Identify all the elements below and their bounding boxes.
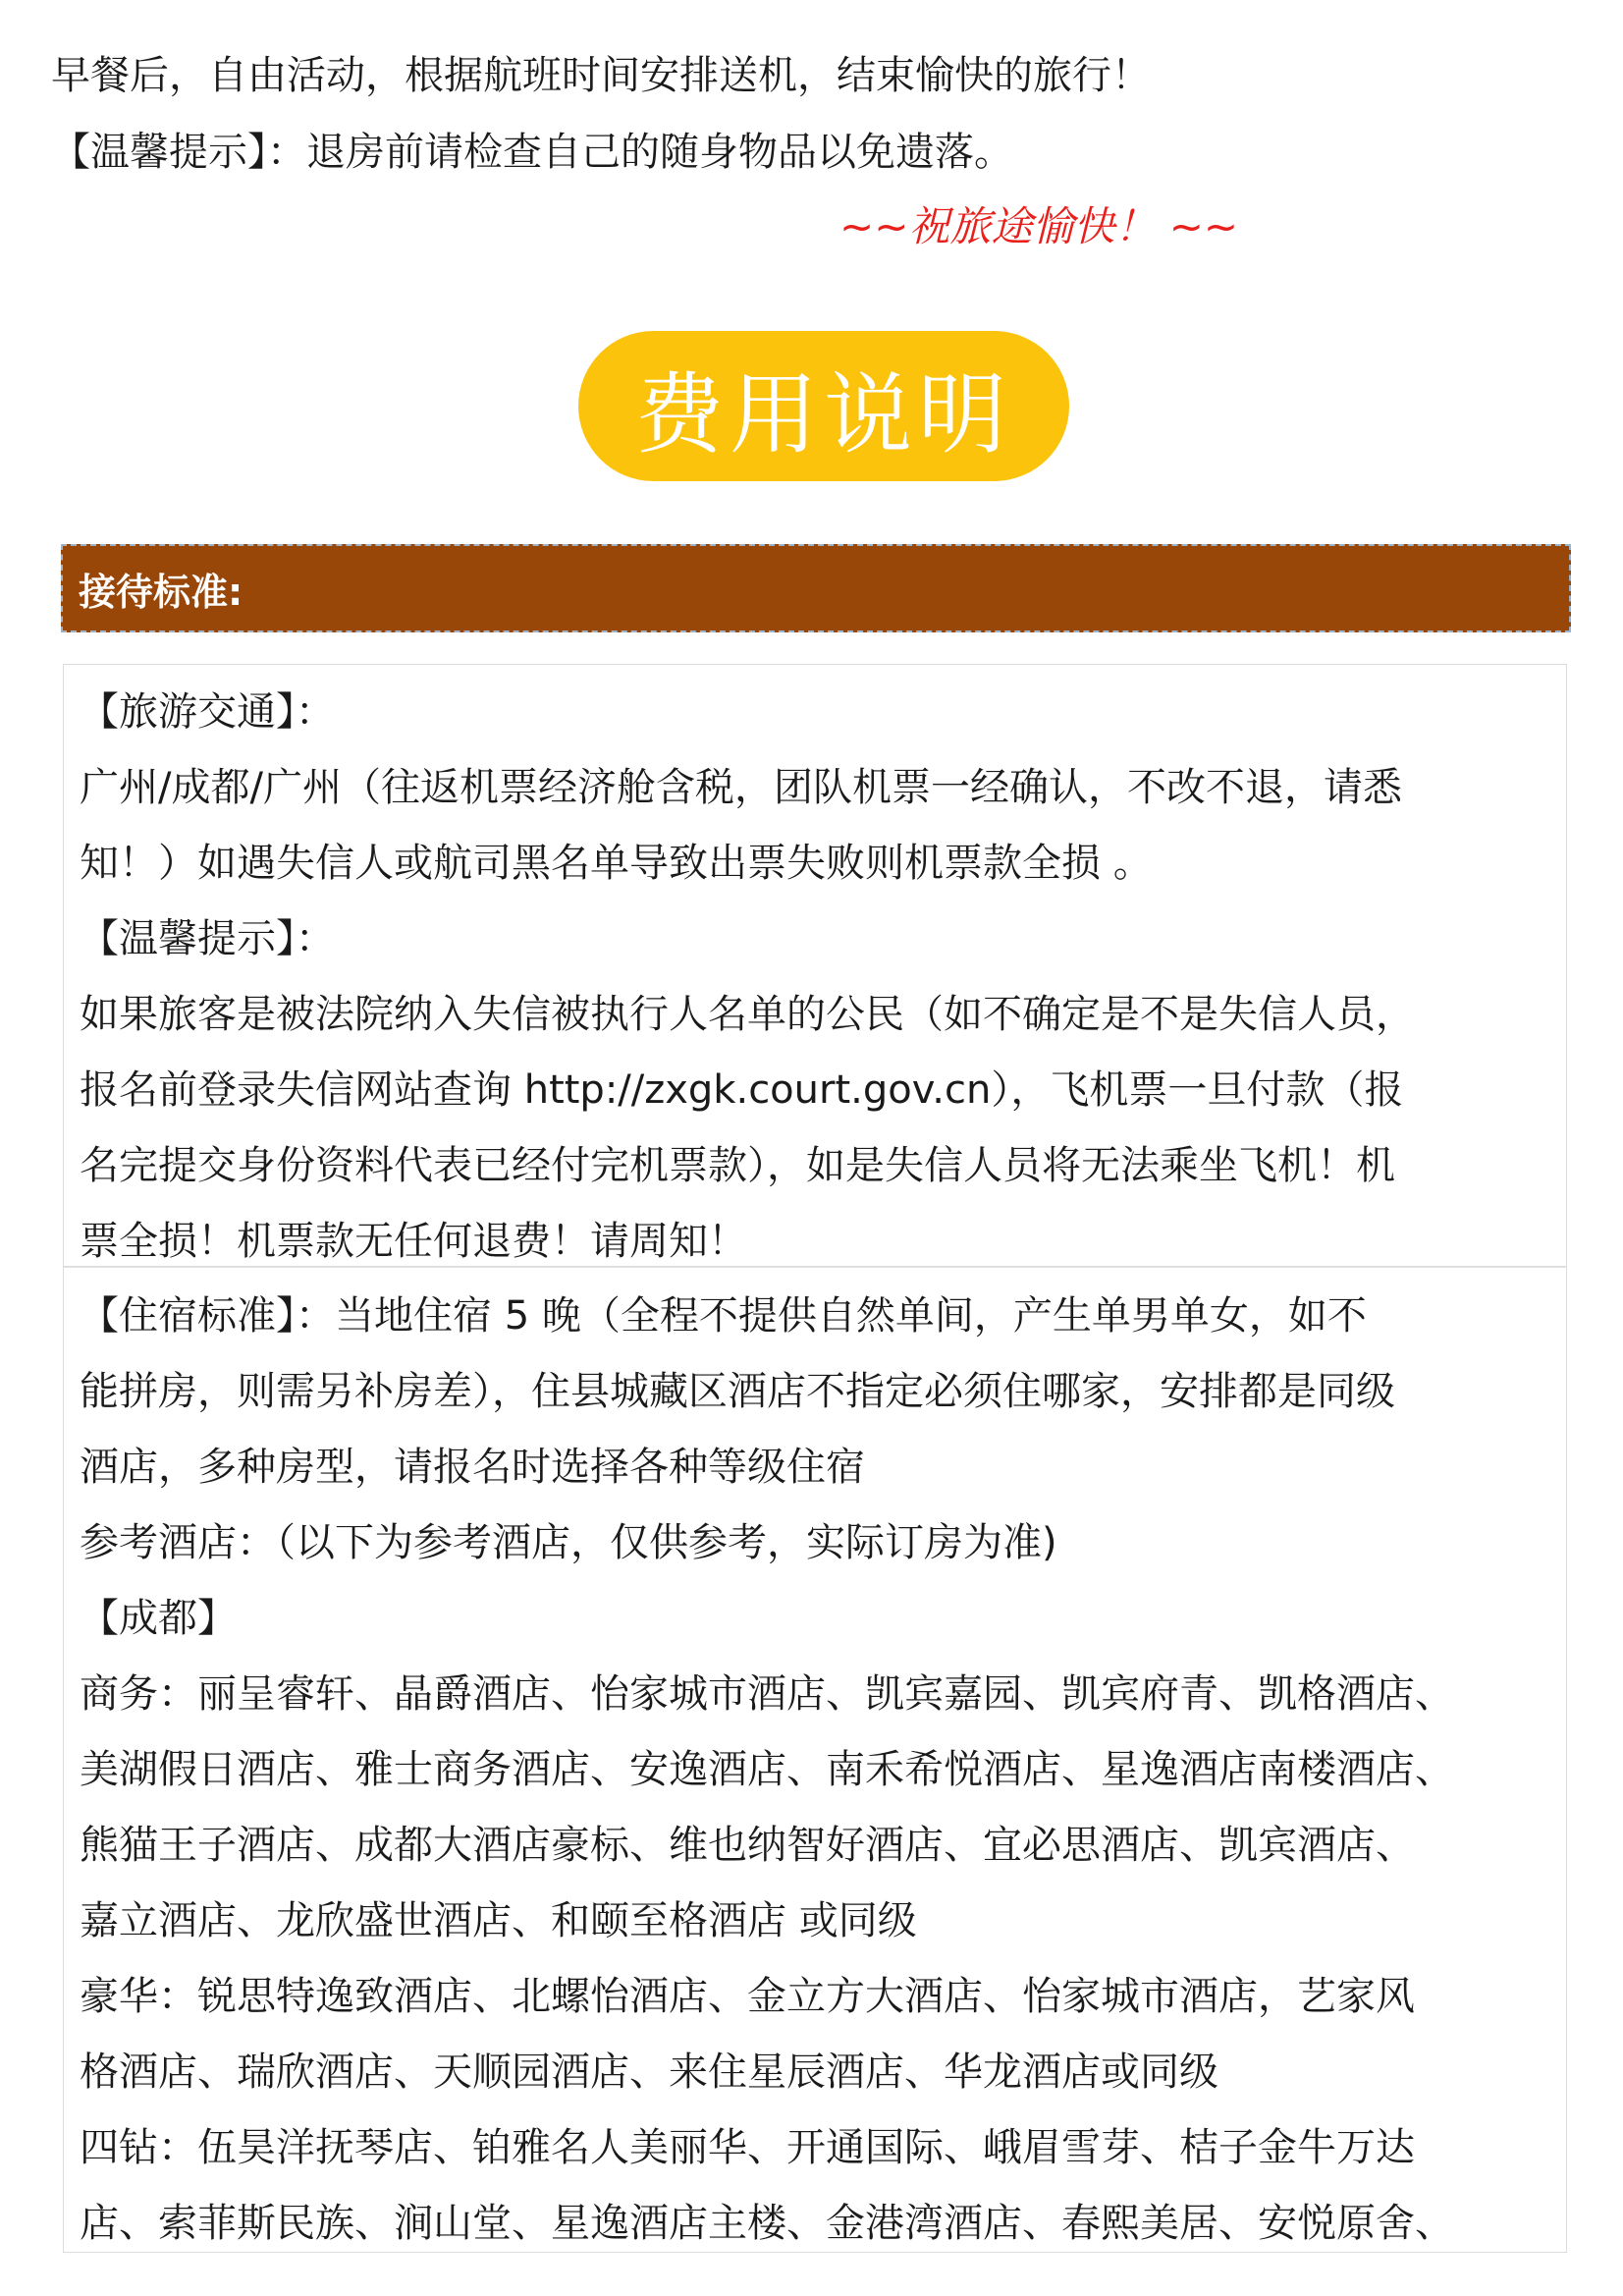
lodging-line: 酒店，多种房型，请报名时选择各种等级住宿 xyxy=(80,1445,865,1490)
city-heading: 【成都】 xyxy=(80,1596,237,1641)
intro-block xyxy=(51,37,1563,191)
business-hotels-line: 美湖假日酒店、雅士商务酒店、安逸酒店、南禾希悦酒店、星逸酒店南楼酒店、 xyxy=(80,1747,1454,1792)
lodging-box xyxy=(63,1267,1567,2253)
transport-tip-line: 名完提交身份资料代表已经付完机票款），如是失信人员将无法乘坐飞机！机 xyxy=(80,1143,1395,1188)
section-title-pill xyxy=(578,331,1069,481)
luxury-hotels-line: 豪华：锐思特逸致酒店、北螺怡酒店、金立方大酒店、怡家城市酒店，艺家风 xyxy=(80,1974,1415,2019)
intro-itinerary-line: 早餐后，自由活动，根据航班时间安排送机，结束愉快的旅行！ xyxy=(51,53,1151,98)
transport-box xyxy=(63,664,1567,1267)
transport-line: 知！）如遇失信人或航司黑名单导致出票失败则机票款全损 。 xyxy=(80,841,1153,886)
business-hotels-line: 熊猫王子酒店、成都大酒店豪标、维也纳智好酒店、宜必思酒店、凯宾酒店、 xyxy=(80,1823,1415,1868)
luxury-hotels-line: 格酒店、瑞欣酒店、天顺园酒店、来住星辰酒店、华龙酒店或同级 xyxy=(80,2050,1218,2095)
four-diamond-hotels-line: 店、索菲斯民族、涧山堂、星逸酒店主楼、金港湾酒店、春熙美居、安悦原舍、 xyxy=(80,2201,1454,2246)
reference-hotels-note: 参考酒店：（以下为参考酒店，仅供参考，实际订房为准) xyxy=(80,1520,1057,1565)
transport-heading: 【旅游交通】： xyxy=(80,689,335,735)
section-title: 费用说明 xyxy=(635,362,1012,466)
four-diamond-hotels-line: 四钻：伍昊洋抚琴店、铂雅名人美丽华、开通国际、峨眉雪芽、桔子金牛万达 xyxy=(80,2125,1415,2170)
reception-standard-title: 接待标准: xyxy=(79,570,243,614)
transport-tip-line: 票全损！机票款无任何退费！请周知！ xyxy=(80,1219,747,1264)
lodging-line: 【住宿标准】：当地住宿 5 晚（全程不提供自然单间，产生单男单女，如不 xyxy=(80,1293,1367,1339)
wish-text: ~~祝旅途愉快！ ~~ xyxy=(839,202,1239,250)
transport-tip-line: 如果旅客是被法院纳入失信被执行人名单的公民（如不确定是不是失信人员， xyxy=(80,992,1415,1037)
business-hotels-line: 嘉立酒店、龙欣盛世酒店、和颐至格酒店 或同级 xyxy=(80,1898,917,1943)
transport-tip-heading: 【温馨提示】： xyxy=(80,916,335,961)
reception-standard-bar xyxy=(61,544,1571,632)
transport-line: 广州/成都/广州（往返机票经济舱含税，团队机票一经确认，不改不退，请悉 xyxy=(80,765,1402,810)
business-hotels-line: 商务：丽呈睿轩、晶爵酒店、怡家城市酒店、凯宾嘉园、凯宾府青、凯格酒店、 xyxy=(80,1671,1454,1717)
intro-tip-line: 【温馨提示】：退房前请检查自己的随身物品以免遗落。 xyxy=(51,130,1013,175)
transport-tip-line: 报名前登录失信网站查询 http://zxgk.court.gov.cn），飞机票一旦付款（报 xyxy=(80,1067,1404,1113)
lodging-line: 能拼房，则需另补房差），住县城藏区酒店不指定必须住哪家，安排都是同级 xyxy=(80,1369,1395,1414)
